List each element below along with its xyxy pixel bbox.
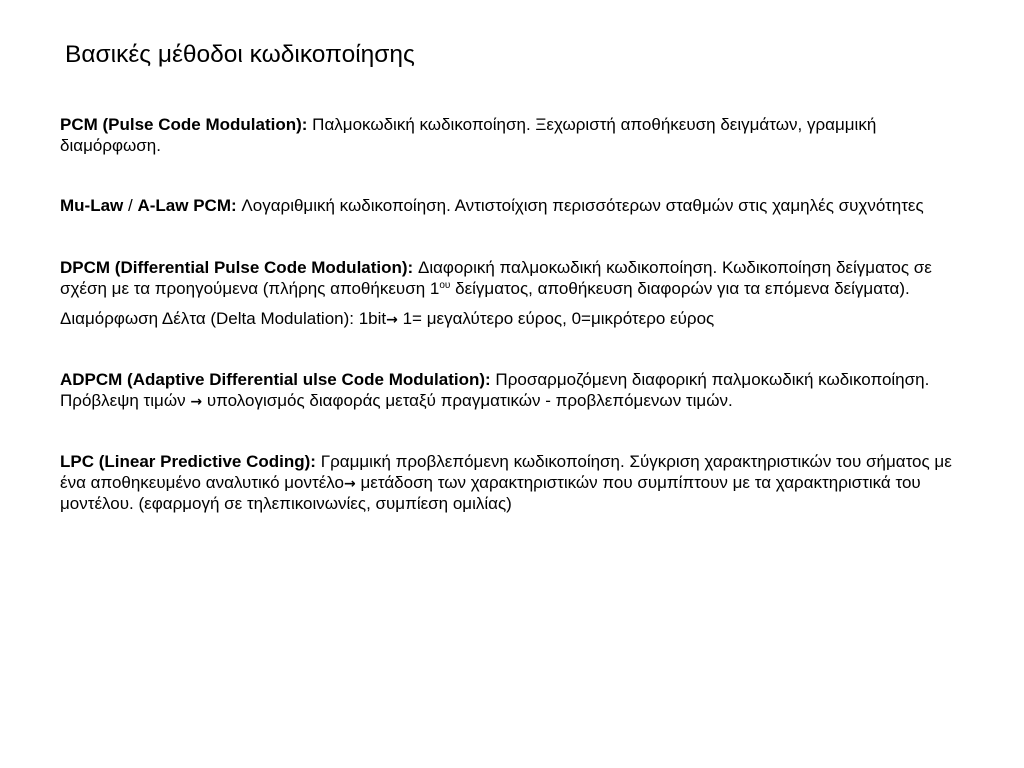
- slide-title: Βασικές μέθοδοι κωδικοποίησης: [65, 41, 415, 68]
- item-mu-a-law: [60, 196, 970, 217]
- item-mu-law-term: Mu-Law: [60, 196, 124, 215]
- item-lpc-description-part-1: Γραμμική προβλεπόμενη κωδικοποίηση. Σύγκριση χαρακτηριστικών του σήματος με ένα αποθηκευμένο αναλυτικό μοντέλο: [60, 452, 952, 492]
- item-pcm-term: PCM (Pulse Code Modulation):: [60, 115, 308, 134]
- item-adpcm: [60, 370, 970, 412]
- item-mu-a-law-description: Λογαριθμική κωδικοποίηση. Αντιστοίχιση περισσότερων σταθμών στις χαμηλές συχνότητες: [241, 196, 924, 215]
- item-law-separator: /: [128, 196, 133, 215]
- item-delta-description-part-2: 1= μεγαλύτερο εύρος, 0=μικρότερο εύρος: [402, 309, 715, 328]
- item-dpcm-description-part-1: Διαφορική παλμοκωδική κωδικοποίηση. Κωδικοποίηση δείγματος σε σχέση με τα προηγούμενα (πλήρης αποθήκευση 1: [60, 258, 932, 298]
- item-dpcm: [60, 258, 970, 299]
- item-pcm: [60, 115, 970, 156]
- right-arrow-icon: →: [386, 312, 398, 328]
- item-pcm-description: Παλμοκωδική κωδικοποίηση. Ξεχωριστή αποθήκευση δειγμάτων, γραμμική διαμόρφωση.: [60, 115, 877, 155]
- item-adpcm-term: ADPCM (Adaptive Differential ulse Code Modulation):: [60, 370, 491, 389]
- item-adpcm-description-part-1: Προσαρμοζόμενη διαφορική παλμοκωδική κωδικοποίηση. Πρόβλεψη τιμών: [60, 370, 930, 410]
- right-arrow-icon: →: [190, 393, 203, 410]
- item-delta-description-part-1: Διαμόρφωση Δέλτα (Delta Modulation): 1bit: [60, 309, 387, 328]
- right-arrow-icon: →: [344, 475, 356, 492]
- ordinal-superscript: ου: [439, 279, 451, 291]
- item-a-law-term: A-Law PCM:: [137, 196, 237, 215]
- item-lpc-description-part-2: μετάδοση των χαρακτηριστικών που συμπίπτουν με τα χαρακτηριστικά του μοντέλου. (εφαρμογή σε τηλεπικοινωνίες, συμπίεση ομιλίας): [60, 472, 921, 513]
- item-lpc-term: LPC (Linear Predictive Coding):: [60, 452, 316, 471]
- item-dpcm-term: DPCM (Differential Pulse Code Modulation):: [60, 258, 414, 277]
- item-adpcm-description-part-2: υπολογισμός διαφοράς μεταξύ πραγματικών - προβλεπόμενων τιμών.: [206, 390, 733, 410]
- item-lpc: [60, 452, 970, 515]
- item-dpcm-description-part-2: δείγματος, αποθήκευση διαφορών για τα επόμενα δείγματα).: [455, 278, 910, 298]
- item-delta-modulation: [60, 309, 970, 331]
